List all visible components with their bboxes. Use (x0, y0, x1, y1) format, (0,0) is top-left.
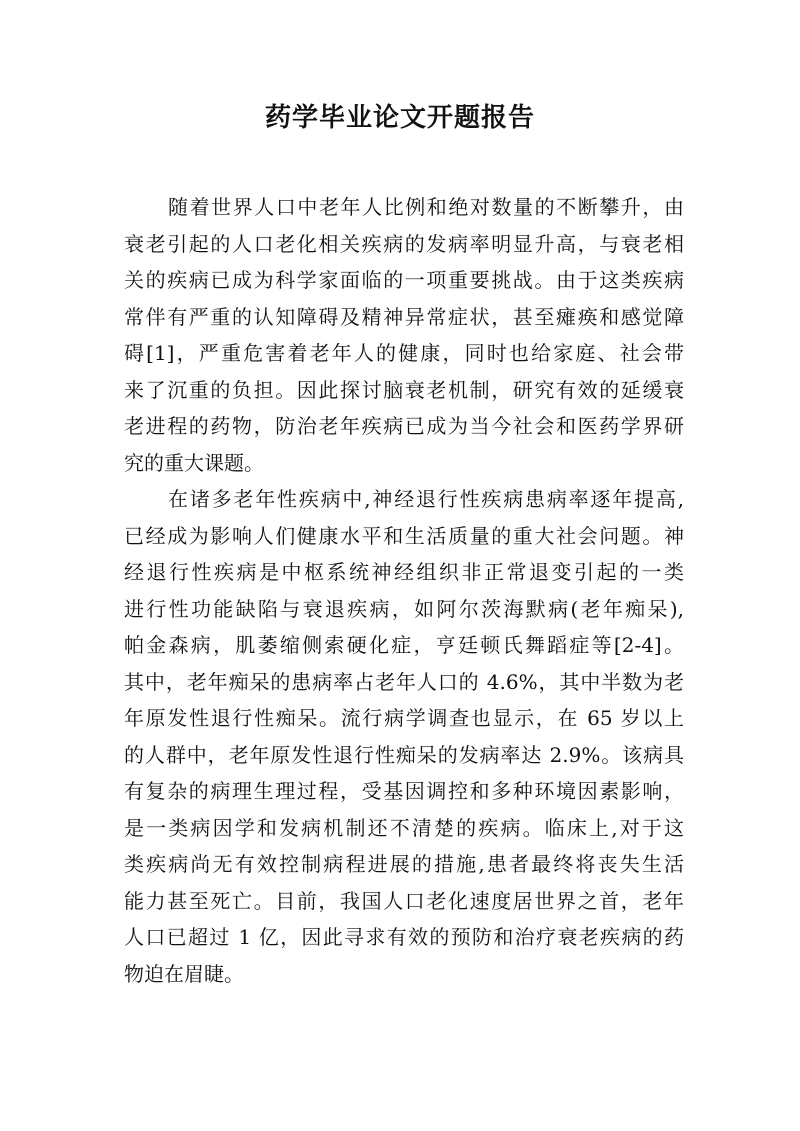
text-line: 年原发性退行性痴呆。流行病学调查也显示，在 65 岁以上 (124, 706, 684, 730)
paragraph-2 (124, 481, 684, 992)
text-line: 进行性功能缺陷与衰退疾病，如阿尔茨海默病(老年痴呆), (124, 596, 684, 621)
text-line: 来了沉重的负担。因此探讨脑衰老机制，研究有效的延缓衰 (124, 377, 684, 402)
text-line: 衰老引起的人口老化相关疾病的发病率明显升高，与衰老相 (124, 231, 684, 256)
document-title: 药学毕业论文开题报告 (264, 103, 535, 133)
text-line: 究的重大课题。 (124, 450, 264, 475)
text-line: 碍[1]，严重危害着老年人的健康，同时也给家庭、社会带 (124, 341, 684, 365)
text-line: 随着世界人口中老年人比例和绝对数量的不断攀升，由 (168, 195, 684, 219)
text-line: 人口已超过 1 亿，因此寻求有效的预防和治疗衰老疾病的药 (124, 925, 684, 949)
text-line: 类疾病尚无有效控制病程进展的措施,患者最终将丧失生活 (124, 852, 684, 876)
document-body (124, 189, 684, 992)
text-line: 在诸多老年性疾病中,神经退行性疾病患病率逐年提高, (168, 487, 684, 511)
text-line: 经退行性疾病是中枢系统神经组织非正常退变引起的一类 (124, 560, 684, 584)
text-line: 常伴有严重的认知障碍及精神异常症状，甚至瘫痪和感觉障 (124, 304, 684, 329)
paragraph-1 (124, 189, 684, 481)
text-line: 是一类病因学和发病机制还不清楚的疾病。临床上,对于这 (124, 815, 684, 840)
text-line: 已经成为影响人们健康水平和生活质量的重大社会问题。神 (124, 523, 684, 548)
text-line: 物迫在眉睫。 (124, 961, 244, 986)
text-line: 有复杂的病理生理过程，受基因调控和多种环境因素影响， (124, 779, 684, 803)
text-line: 帕金森病，肌萎缩侧索硬化症，亨廷顿氏舞蹈症等[2-4]。 (124, 633, 684, 657)
text-line: 老进程的药物，防治老年疾病已成为当今社会和医药学界研 (124, 414, 684, 438)
text-line: 关的疾病已成为科学家面临的一项重要挑战。由于这类疾病 (124, 268, 684, 292)
text-line: 的人群中，老年原发性退行性痴呆的发病率达 2.9%。该病具 (124, 742, 684, 767)
text-line: 其中，老年痴呆的患病率占老年人口的 4.6%，其中半数为老 (124, 669, 684, 694)
text-line: 能力甚至死亡。目前，我国人口老化速度居世界之首，老年 (124, 888, 684, 913)
